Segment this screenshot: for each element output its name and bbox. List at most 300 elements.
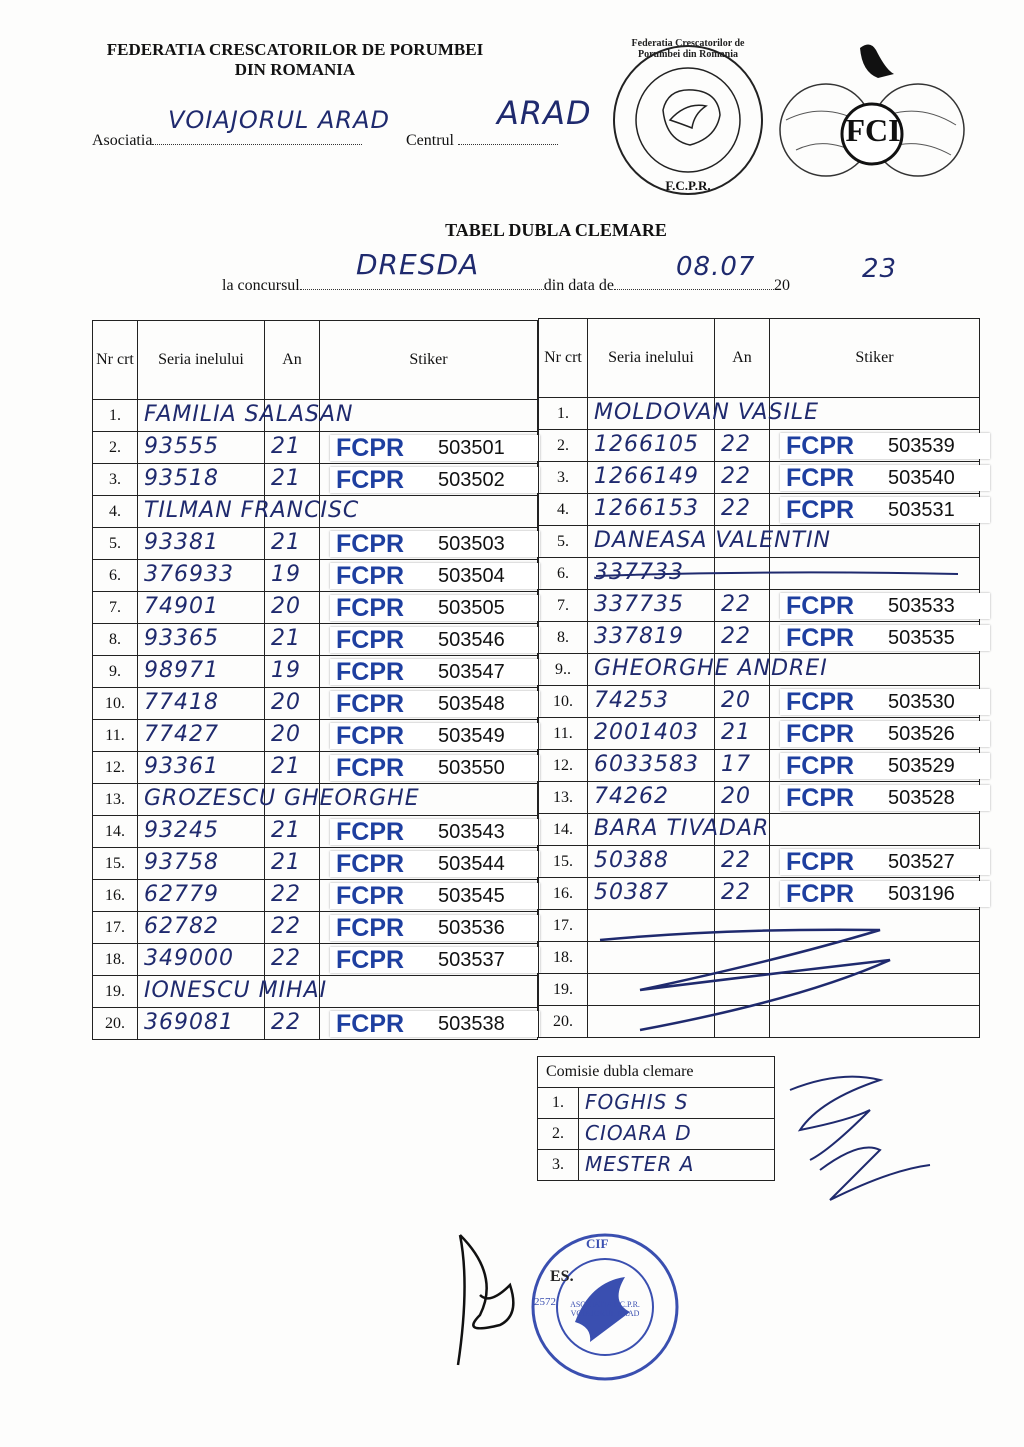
row-seria xyxy=(138,592,265,624)
date-value: 08.07 xyxy=(676,252,756,282)
sticker-label xyxy=(780,465,990,491)
row-nr: 7. xyxy=(539,590,588,622)
row-stiker xyxy=(320,592,538,624)
sticker-label xyxy=(780,881,990,907)
sticker-number: 503545 xyxy=(438,885,505,907)
row-seria xyxy=(588,398,820,430)
row-nr: 7. xyxy=(93,592,138,624)
row-seria xyxy=(588,526,832,558)
row-stiker xyxy=(320,752,538,784)
row-seria xyxy=(588,654,828,686)
seria-value: FAMILIA SALASAN xyxy=(144,402,354,427)
sticker-prefix: FCPR xyxy=(336,530,405,558)
seria-value: 337819 xyxy=(594,624,684,649)
sticker-number: 503533 xyxy=(888,595,955,617)
seria-value: GHEORGHE ANDREI xyxy=(594,656,828,681)
row-stiker xyxy=(320,944,538,976)
table-row xyxy=(93,1008,538,1040)
comisie-name: FOGHIS S xyxy=(585,1090,689,1114)
row-stiker xyxy=(320,976,538,1008)
sticker-number: 503528 xyxy=(888,787,955,809)
row-stiker xyxy=(320,688,538,720)
row-an xyxy=(265,976,320,1008)
row-seria xyxy=(588,878,715,910)
table-row xyxy=(539,878,980,910)
stamp-cif-label: CIF xyxy=(586,1236,609,1251)
sticker-number: 503503 xyxy=(438,533,505,555)
strike-scribble xyxy=(580,920,910,1040)
comisie-row xyxy=(538,1119,775,1150)
sticker-label xyxy=(780,753,990,779)
sticker-label xyxy=(780,721,990,747)
row-an xyxy=(265,816,320,848)
asociatia-value: VOIAJORUL ARAD xyxy=(168,106,391,134)
an-value: 21 xyxy=(271,754,301,779)
centrul-label: Centrul xyxy=(406,132,454,149)
sticker-number: 503550 xyxy=(438,757,505,779)
concurs-label: la concursul xyxy=(222,277,300,294)
row-nr: 1. xyxy=(539,398,588,430)
an-value: 20 xyxy=(271,594,301,619)
sticker-label xyxy=(330,883,540,909)
left-table-header xyxy=(93,321,538,400)
comisie-nr: 2. xyxy=(538,1119,579,1150)
row-nr: 3. xyxy=(539,462,588,494)
seria-value: 349000 xyxy=(144,946,234,971)
table-row xyxy=(93,400,538,432)
sticker-number: 503529 xyxy=(888,755,955,777)
row-stiker xyxy=(770,430,980,462)
row-an xyxy=(265,496,320,528)
sticker-number: 503548 xyxy=(438,693,505,715)
sticker-label xyxy=(330,659,540,685)
row-seria xyxy=(588,590,715,622)
row-an xyxy=(715,782,770,814)
sticker-prefix: FCPR xyxy=(786,848,855,876)
comisie-nr: 3. xyxy=(538,1150,579,1181)
an-value: 17 xyxy=(721,752,751,777)
fci-letters: FCI xyxy=(845,112,901,148)
table-row xyxy=(93,464,538,496)
table-row xyxy=(539,654,980,686)
table-row xyxy=(539,846,980,878)
seria-value: 74901 xyxy=(144,594,219,619)
row-nr: 15. xyxy=(93,848,138,880)
row-seria xyxy=(138,688,265,720)
sticker-number: 503502 xyxy=(438,469,505,491)
an-value: 20 xyxy=(721,688,751,713)
table-row xyxy=(539,494,980,526)
sticker-prefix: FCPR xyxy=(336,882,405,910)
seria-value: 77418 xyxy=(144,690,219,715)
sticker-prefix: FCPR xyxy=(786,688,855,716)
asociatia-label: Asociatia xyxy=(92,132,153,149)
row-stiker xyxy=(770,782,980,814)
sticker-number: 503196 xyxy=(888,883,955,905)
row-nr: 20. xyxy=(539,1006,588,1038)
sticker-prefix: FCPR xyxy=(336,594,405,622)
left-table xyxy=(92,320,538,1040)
row-nr: 5. xyxy=(539,526,588,558)
row-seria xyxy=(588,846,715,878)
seria-value: IONESCU MIHAI xyxy=(144,978,328,1003)
row-seria xyxy=(588,718,715,750)
sticker-prefix: FCPR xyxy=(336,690,405,718)
row-nr: 19. xyxy=(539,974,588,1006)
sticker-label xyxy=(780,689,990,715)
org-name xyxy=(70,40,520,80)
row-stiker xyxy=(320,880,538,912)
row-seria xyxy=(138,784,420,816)
sticker-label xyxy=(780,497,990,523)
an-value: 22 xyxy=(271,1010,301,1035)
row-nr: 16. xyxy=(539,878,588,910)
table-row xyxy=(93,784,538,816)
page-title: TABEL DUBLA CLEMARE xyxy=(445,220,667,240)
fcpr-logo xyxy=(608,40,768,200)
row-an xyxy=(715,814,770,846)
seria-value: 93518 xyxy=(144,466,219,491)
row-an xyxy=(265,688,320,720)
sticker-label xyxy=(330,1011,540,1037)
sticker-number: 503537 xyxy=(438,949,505,971)
row-seria xyxy=(138,880,265,912)
comisie-table xyxy=(537,1056,775,1181)
row-seria xyxy=(138,656,265,688)
an-value: 20 xyxy=(721,784,751,809)
row-stiker xyxy=(770,654,980,686)
sticker-number: 503549 xyxy=(438,725,505,747)
seria-value: 62779 xyxy=(144,882,219,907)
seria-value: 93245 xyxy=(144,818,219,843)
year-suffix: 23 xyxy=(862,254,898,284)
row-stiker xyxy=(320,528,538,560)
col-nr: Nr crt xyxy=(93,321,138,400)
an-value: 19 xyxy=(271,562,301,587)
sticker-prefix: FCPR xyxy=(336,722,405,750)
row-an xyxy=(265,784,320,816)
row-an xyxy=(265,624,320,656)
row-stiker xyxy=(770,526,980,558)
row-nr: 20. xyxy=(93,1008,138,1040)
sticker-prefix: FCPR xyxy=(336,434,405,462)
an-value: 21 xyxy=(271,850,301,875)
an-value: 21 xyxy=(721,720,751,745)
sticker-number: 503531 xyxy=(888,499,955,521)
comisie-nr: 1. xyxy=(538,1088,579,1119)
sticker-prefix: FCPR xyxy=(336,1010,405,1038)
table-row xyxy=(539,590,980,622)
table-row xyxy=(539,622,980,654)
sticker-number: 503504 xyxy=(438,565,505,587)
signatures-comisie xyxy=(760,1060,940,1220)
row-an xyxy=(715,398,770,430)
row-seria xyxy=(138,496,360,528)
row-an xyxy=(265,400,320,432)
table-row xyxy=(93,944,538,976)
row-seria xyxy=(138,400,354,432)
sticker-prefix: FCPR xyxy=(336,914,405,942)
concurs-value: DRESDA xyxy=(356,248,480,281)
sticker-number: 503535 xyxy=(888,627,955,649)
row-an xyxy=(265,656,320,688)
sticker-number: 503501 xyxy=(438,437,505,459)
row-seria xyxy=(138,848,265,880)
row-nr: 4. xyxy=(539,494,588,526)
row-nr: 14. xyxy=(93,816,138,848)
row-seria xyxy=(588,750,715,782)
an-value: 20 xyxy=(271,722,301,747)
sticker-label xyxy=(330,947,540,973)
an-value: 22 xyxy=(271,946,301,971)
row-nr: 2. xyxy=(93,432,138,464)
row-an xyxy=(265,592,320,624)
org-name-line1: FEDERATIA CRESCATORILOR DE PORUMBEI xyxy=(106,40,484,59)
sticker-label xyxy=(330,627,540,653)
sticker-number: 503530 xyxy=(888,691,955,713)
row-nr: 4. xyxy=(93,496,138,528)
sticker-number: 503526 xyxy=(888,723,955,745)
sticker-label xyxy=(780,785,990,811)
seria-value: TILMAN FRANCISC xyxy=(144,498,360,523)
table-row xyxy=(93,880,538,912)
table-row xyxy=(93,976,538,1008)
row-an xyxy=(265,880,320,912)
sticker-number: 503538 xyxy=(438,1013,505,1035)
an-value: 22 xyxy=(721,880,751,905)
row-seria xyxy=(588,430,715,462)
sticker-number: 503544 xyxy=(438,853,505,875)
an-value: 22 xyxy=(721,496,751,521)
row-nr: 11. xyxy=(93,720,138,752)
row-nr: 18. xyxy=(539,942,588,974)
org-name-line2: DIN ROMANIA xyxy=(234,60,356,79)
row-nr: 17. xyxy=(93,912,138,944)
table-row xyxy=(539,782,980,814)
sticker-prefix: FCPR xyxy=(786,432,855,460)
sticker-label xyxy=(330,723,540,749)
sticker-prefix: FCPR xyxy=(336,466,405,494)
row-seria xyxy=(138,816,265,848)
an-value: 22 xyxy=(721,432,751,457)
table-row xyxy=(93,816,538,848)
seria-value: 93361 xyxy=(144,754,219,779)
row-stiker xyxy=(770,590,980,622)
row-seria xyxy=(138,944,265,976)
sticker-prefix: FCPR xyxy=(336,754,405,782)
fcpr-ring-text: Federatia Crescatorilor de Porumbei din Romania xyxy=(631,38,745,60)
table-row xyxy=(539,462,980,494)
sticker-number: 503539 xyxy=(888,435,955,457)
col-seria: Seria inelului xyxy=(588,319,715,398)
row-stiker xyxy=(770,494,980,526)
sticker-number: 503536 xyxy=(438,917,505,939)
seria-value: 62782 xyxy=(144,914,219,939)
strike-row6 xyxy=(592,566,962,586)
table-row xyxy=(539,526,980,558)
table-row xyxy=(539,398,980,430)
row-stiker xyxy=(320,816,538,848)
sticker-number: 503543 xyxy=(438,821,505,843)
an-value: 19 xyxy=(271,658,301,683)
row-seria xyxy=(588,622,715,654)
row-an xyxy=(265,848,320,880)
an-value: 22 xyxy=(271,914,301,939)
row-stiker xyxy=(320,624,538,656)
sticker-number: 503527 xyxy=(888,851,955,873)
row-nr: 10. xyxy=(539,686,588,718)
sticker-label xyxy=(330,563,540,589)
seria-value: 1266153 xyxy=(594,496,699,521)
seria-value: 93758 xyxy=(144,850,219,875)
row-stiker xyxy=(770,686,980,718)
sticker-prefix: FCPR xyxy=(336,946,405,974)
sticker-prefix: FCPR xyxy=(336,658,405,686)
row-stiker xyxy=(320,784,538,816)
row-an xyxy=(265,912,320,944)
row-nr: 3. xyxy=(93,464,138,496)
year-prefix: 20 xyxy=(773,277,790,294)
centrul-field xyxy=(406,130,558,150)
seria-value: 98971 xyxy=(144,658,219,683)
seria-value: 1266105 xyxy=(594,432,699,457)
seria-value: 369081 xyxy=(144,1010,234,1035)
sticker-label xyxy=(330,819,540,845)
row-seria xyxy=(138,624,265,656)
row-an xyxy=(265,528,320,560)
seria-value: DANEASA VALENTIN xyxy=(594,528,832,553)
col-an: An xyxy=(265,321,320,400)
row-nr: 12. xyxy=(93,752,138,784)
row-stiker xyxy=(770,398,980,430)
row-nr: 6. xyxy=(539,558,588,590)
row-nr: 13. xyxy=(93,784,138,816)
row-stiker xyxy=(320,656,538,688)
row-stiker xyxy=(770,846,980,878)
sticker-prefix: FCPR xyxy=(336,818,405,846)
comisie-name: MESTER A xyxy=(585,1152,695,1176)
row-an xyxy=(715,846,770,878)
seria-value: 74262 xyxy=(594,784,669,809)
row-seria xyxy=(138,528,265,560)
row-stiker xyxy=(320,464,538,496)
seria-value: 93555 xyxy=(144,434,219,459)
sticker-prefix: FCPR xyxy=(786,592,855,620)
an-value: 21 xyxy=(271,466,301,491)
fci-logo xyxy=(776,40,968,190)
table-row xyxy=(93,656,538,688)
concurs-line xyxy=(222,275,922,295)
comisie-row xyxy=(538,1150,775,1181)
sticker-label xyxy=(330,435,540,461)
sticker-label xyxy=(780,625,990,651)
comisie-name: CIOARA D xyxy=(585,1121,692,1145)
seria-value: 6033583 xyxy=(594,752,699,777)
sticker-label xyxy=(330,595,540,621)
row-an xyxy=(715,878,770,910)
row-an xyxy=(715,750,770,782)
table-row xyxy=(93,688,538,720)
an-value: 21 xyxy=(271,818,301,843)
table-row xyxy=(93,528,538,560)
row-an xyxy=(265,1008,320,1040)
table-row xyxy=(93,752,538,784)
an-value: 21 xyxy=(271,434,301,459)
row-seria xyxy=(138,752,265,784)
sticker-prefix: FCPR xyxy=(336,562,405,590)
row-nr: 9.. xyxy=(539,654,588,686)
stamp-ring-text: ASOCIATIA F.C.P.R. VOIAJORUL ARAD xyxy=(570,1300,640,1318)
row-seria xyxy=(138,560,265,592)
centrul-value: ARAD xyxy=(497,94,592,132)
table-row xyxy=(93,624,538,656)
row-nr: 18. xyxy=(93,944,138,976)
seria-value: 1266149 xyxy=(594,464,699,489)
seria-value: 74253 xyxy=(594,688,669,713)
row-an xyxy=(265,720,320,752)
seria-value: 337735 xyxy=(594,592,684,617)
sticker-label xyxy=(330,915,540,941)
row-stiker xyxy=(320,912,538,944)
an-value: 22 xyxy=(721,848,751,873)
sticker-number: 503540 xyxy=(888,467,955,489)
seria-value: 2001403 xyxy=(594,720,699,745)
row-seria xyxy=(588,686,715,718)
row-nr: 13. xyxy=(539,782,588,814)
row-stiker xyxy=(770,462,980,494)
stamp-initials: ES. xyxy=(550,1268,574,1285)
row-an xyxy=(715,462,770,494)
row-seria xyxy=(588,814,770,846)
seria-value: 93365 xyxy=(144,626,219,651)
sticker-label xyxy=(330,467,540,493)
table-row xyxy=(93,720,538,752)
row-nr: 6. xyxy=(93,560,138,592)
row-seria xyxy=(138,720,265,752)
row-an xyxy=(715,494,770,526)
row-seria xyxy=(138,1008,265,1040)
row-stiker xyxy=(320,496,538,528)
row-nr: 15. xyxy=(539,846,588,878)
table-row xyxy=(93,560,538,592)
sticker-label xyxy=(780,433,990,459)
row-stiker xyxy=(320,848,538,880)
col-stiker: Stiker xyxy=(320,321,538,400)
table-row xyxy=(539,430,980,462)
table-row xyxy=(93,912,538,944)
table-row xyxy=(93,848,538,880)
row-stiker xyxy=(320,1008,538,1040)
row-seria xyxy=(588,462,715,494)
row-stiker xyxy=(320,432,538,464)
row-an xyxy=(715,718,770,750)
fcpr-abbr: F.C.P.R. xyxy=(665,178,711,193)
row-an xyxy=(265,944,320,976)
row-nr: 17. xyxy=(539,910,588,942)
row-stiker xyxy=(770,878,980,910)
col-an: An xyxy=(715,319,770,398)
an-value: 20 xyxy=(271,690,301,715)
row-an xyxy=(715,686,770,718)
seria-value: 50387 xyxy=(594,880,669,905)
row-stiker xyxy=(320,560,538,592)
sticker-prefix: FCPR xyxy=(786,464,855,492)
row-an xyxy=(265,464,320,496)
seria-value: MOLDOVAN VASILE xyxy=(594,400,820,425)
an-value: 21 xyxy=(271,530,301,555)
row-seria xyxy=(138,464,265,496)
sticker-number: 503547 xyxy=(438,661,505,683)
